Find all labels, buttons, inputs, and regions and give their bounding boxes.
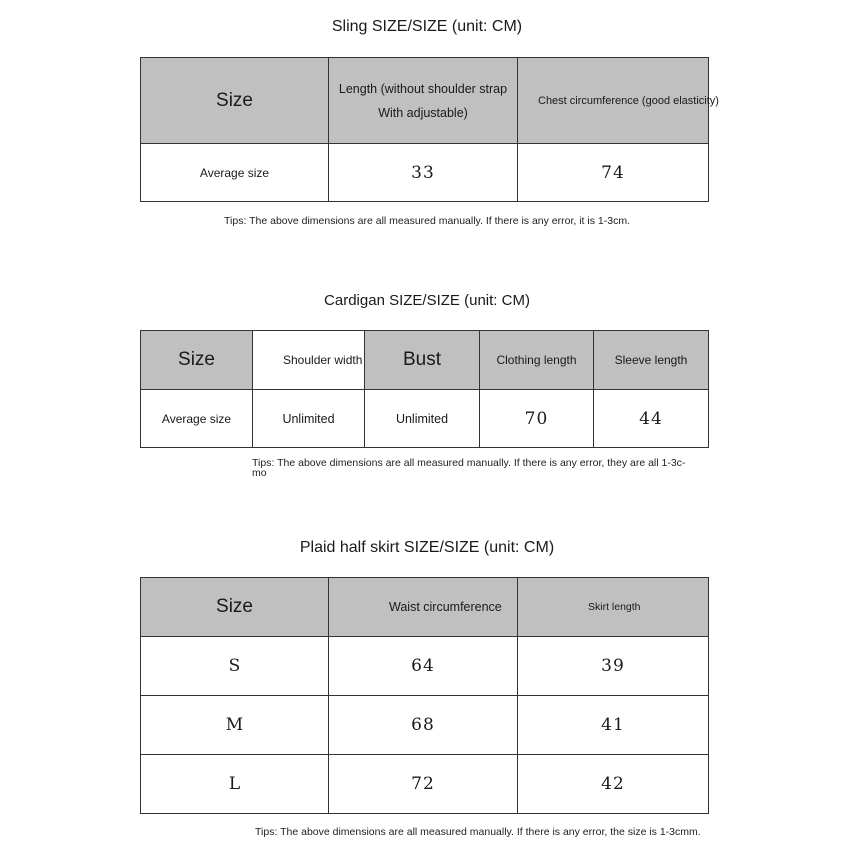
table-row	[141, 637, 709, 696]
cell-sleeve-length: 44	[594, 390, 709, 448]
header-sleeve-length: Sleeve length	[594, 331, 709, 390]
header-size: Size	[141, 58, 329, 144]
table-header-row	[141, 331, 709, 390]
table-row	[141, 144, 709, 202]
cell-size: S	[141, 637, 329, 696]
skirt-tip: Tips: The above dimensions are all measured manually. If there is any error, the size is 1-3cmm.	[255, 826, 701, 838]
cardigan-tip	[252, 458, 685, 478]
cell-size: Average size	[141, 144, 329, 202]
header-size: Size	[141, 331, 253, 390]
sling-tip: Tips: The above dimensions are all measured manually. If there is any error, it is 1-3cm.	[224, 215, 630, 227]
cardigan-tip-line2: mo	[252, 467, 267, 479]
cell-bust: Unlimited	[365, 390, 480, 448]
header-length-line1: Length (without shoulder strap	[338, 81, 508, 96]
header-chest: Chest circumference (good elasticity)	[518, 58, 709, 144]
table-header-row	[141, 58, 709, 144]
cell-waist: 64	[329, 637, 518, 696]
cell-skirt-length: 39	[518, 637, 709, 696]
header-waist: Waist circumference	[329, 578, 518, 637]
header-length	[329, 58, 518, 144]
skirt-size-table	[140, 577, 709, 814]
cell-waist: 72	[329, 755, 518, 814]
header-skirt-length: Skirt length	[518, 578, 709, 637]
header-bust: Bust	[365, 331, 480, 390]
cell-size: L	[141, 755, 329, 814]
cell-skirt-length: 42	[518, 755, 709, 814]
cardigan-size-table	[140, 330, 709, 448]
cell-waist: 68	[329, 696, 518, 755]
cell-size: Average size	[141, 390, 253, 448]
cell-skirt-length: 41	[518, 696, 709, 755]
skirt-title: Plaid half skirt SIZE/SIZE (unit: CM)	[299, 539, 555, 556]
header-length-line2: With adjustable)	[378, 105, 468, 120]
table-row	[141, 390, 709, 448]
table-header-row	[141, 578, 709, 637]
header-clothing-length: Clothing length	[480, 331, 594, 390]
cell-length: 33	[329, 144, 518, 202]
cell-size: M	[141, 696, 329, 755]
cell-clothing-length: 70	[480, 390, 594, 448]
cell-shoulder-width: Unlimited	[253, 390, 365, 448]
cardigan-title: Cardigan SIZE/SIZE (unit: CM)	[324, 292, 530, 309]
header-shoulder-width: Shoulder width	[253, 331, 365, 390]
header-size: Size	[141, 578, 329, 637]
table-row	[141, 696, 709, 755]
table-row	[141, 755, 709, 814]
sling-title: Sling SIZE/SIZE (unit: CM)	[331, 18, 523, 35]
cardigan-tip-line1: Tips: The above dimensions are all measured manually. If there is any error, they are all 1-3c-	[252, 457, 686, 469]
cell-chest: 74	[518, 144, 709, 202]
sling-size-table	[140, 57, 719, 202]
